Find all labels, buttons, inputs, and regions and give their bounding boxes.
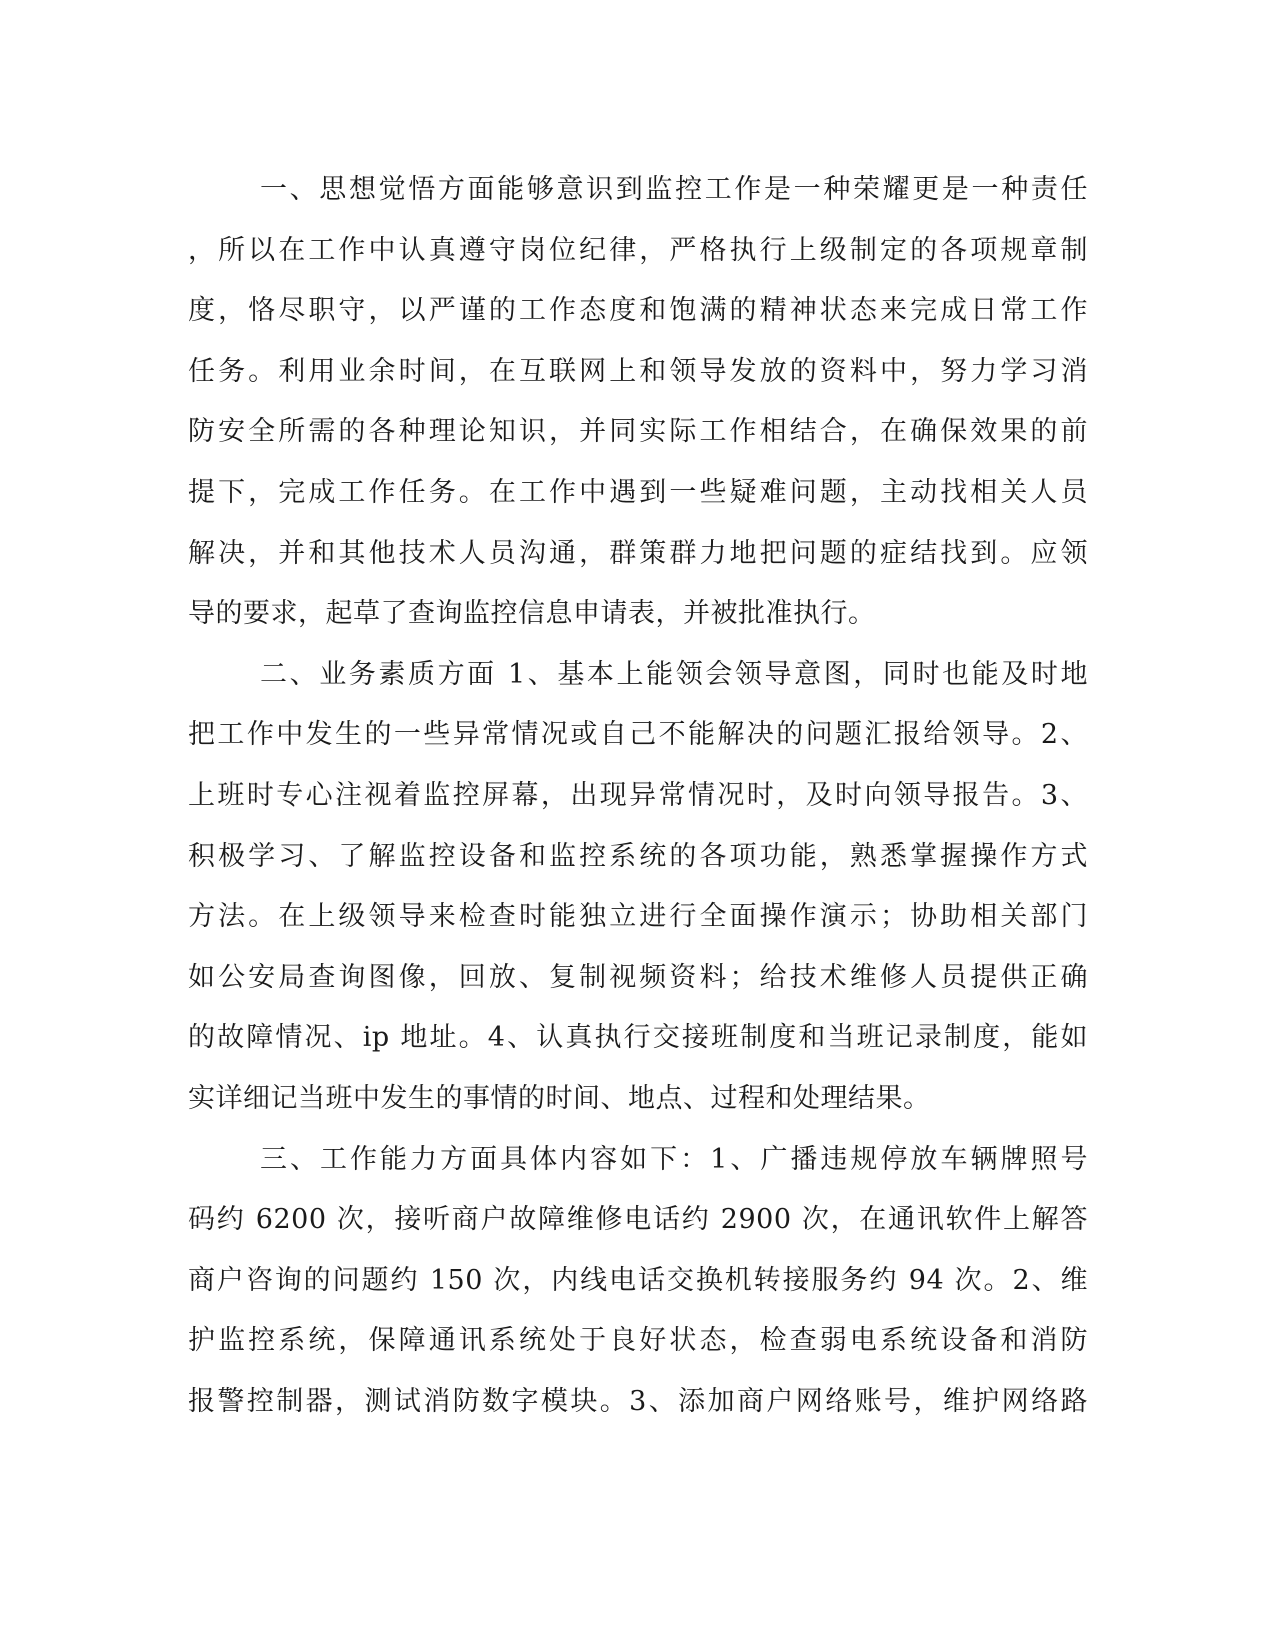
text-line: 商户咨询的问题约 150 次，内线电话交换机转接服务约 94 次。2、维 xyxy=(188,1264,1088,1296)
text-line: 护监控系统，保障通讯系统处于良好状态，检查弱电系统设备和消防 xyxy=(188,1325,1088,1357)
text-line: 提下，完成工作任务。在工作中遇到一些疑难问题，主动找相关人员 xyxy=(188,476,1088,508)
text-line: 防安全所需的各种理论知识，并同实际工作相结合，在确保效果的前 xyxy=(188,416,1088,448)
text-line: 一、思想觉悟方面能够意识到监控工作是一种荣耀更是一种责任 xyxy=(260,174,1088,205)
text-line: 积极学习、了解监控设备和监控系统的各项功能，熟悉掌握操作方式 xyxy=(188,840,1088,872)
text-line: 二、业务素质方面 1、基本上能领会领导意图，同时也能及时地 xyxy=(260,658,1088,690)
body-text xyxy=(188,160,1088,1432)
text-line: 的故障情况、ip 地址。4、认真执行交接班制度和当班记录制度，能如 xyxy=(188,1022,1088,1054)
text-line: 把工作中发生的一些异常情况或自己不能解决的问题汇报给领导。2、 xyxy=(188,719,1088,751)
text-line: 三、工作能力方面具体内容如下：1、广播违规停放车辆牌照号 xyxy=(260,1143,1088,1175)
text-line: 实详细记当班中发生的事情的时间、地点、过程和处理结果。 xyxy=(188,1082,931,1114)
text-line: ，所以在工作中认真遵守岗位纪律，严格执行上级制定的各项规章制 xyxy=(188,234,1088,266)
text-line: 解决，并和其他技术人员沟通，群策群力地把问题的症结找到。应领 xyxy=(188,537,1088,569)
text-line: 方法。在上级领导来检查时能独立进行全面操作演示；协助相关部门 xyxy=(188,901,1088,933)
text-line: 上班时专心注视着监控屏幕，出现异常情况时，及时向领导报告。3、 xyxy=(188,779,1088,811)
text-line: 如公安局查询图像，回放、复制视频资料；给技术维修人员提供正确 xyxy=(188,961,1088,993)
text-line: 度，恪尽职守，以严谨的工作态度和饱满的精神状态来完成日常工作 xyxy=(188,295,1088,327)
text-line: 任务。利用业余时间，在互联网上和领导发放的资料中，努力学习消 xyxy=(188,355,1088,387)
text-line: 码约 6200 次，接听商户故障维修电话约 2900 次，在通讯软件上解答 xyxy=(188,1204,1088,1236)
text-line: 报警控制器，测试消防数字模块。3、添加商户网络账号，维护网络路 xyxy=(188,1385,1088,1417)
text-line: 导的要求，起草了查询监控信息申请表，并被批准执行。 xyxy=(188,598,876,630)
